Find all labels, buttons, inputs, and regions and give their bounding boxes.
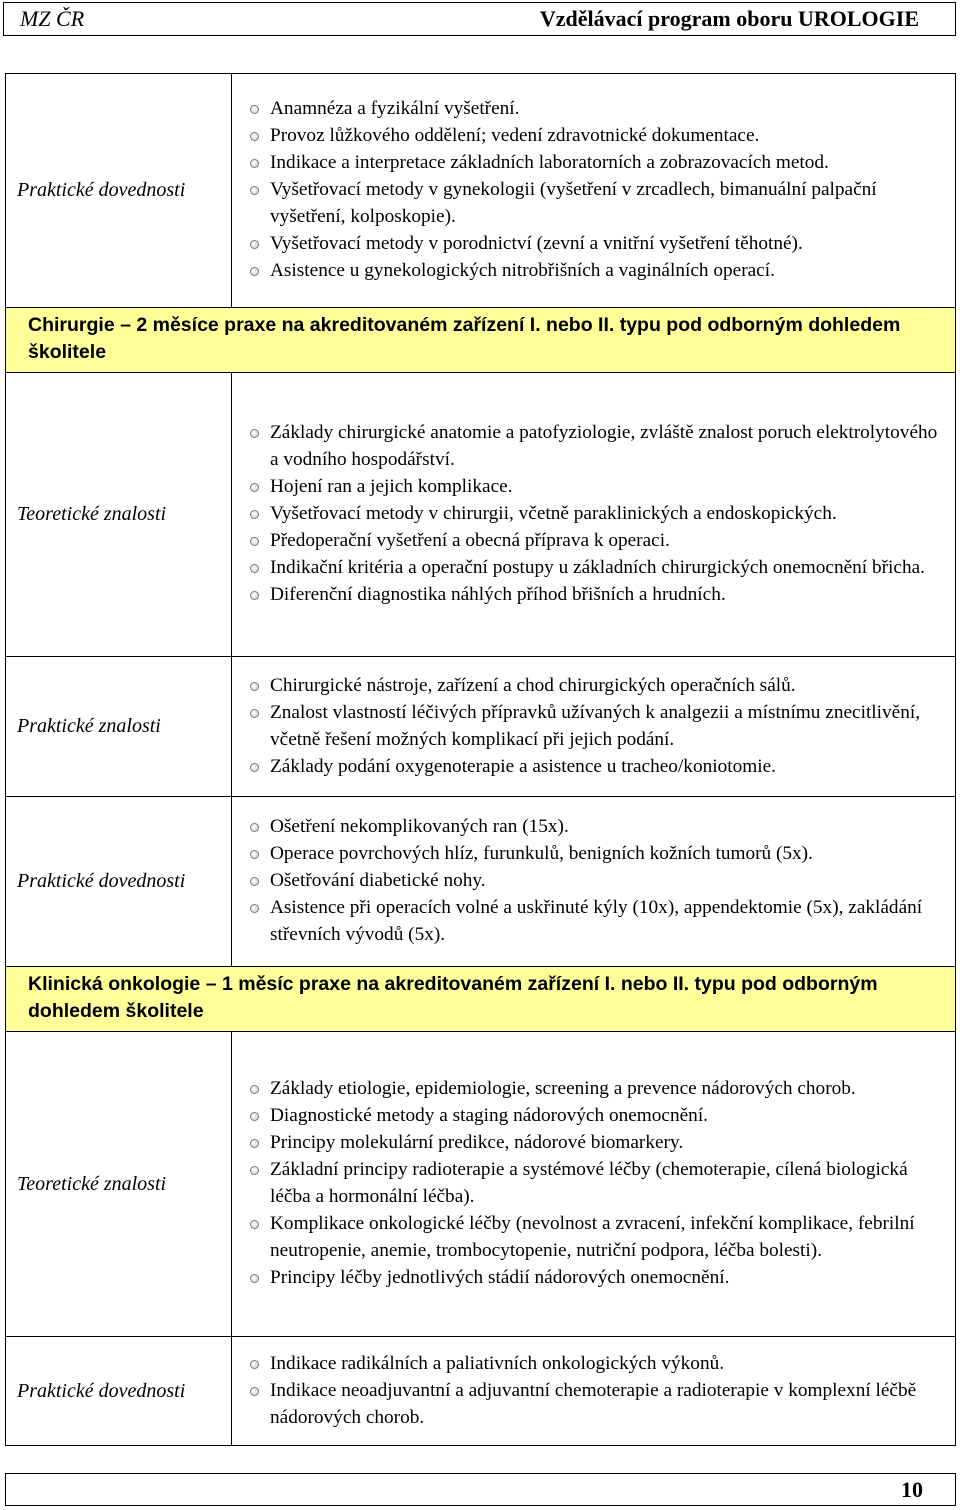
list-item: Indikační kritéria a operační postupy u základních chirurgických onemocnění břicha.: [245, 554, 947, 581]
list-item: Indikace neoadjuvantní a adjuvantní chemoterapie a radioterapie v komplexní léčbě nádorových chorob.: [245, 1377, 947, 1431]
row-content: [232, 1337, 956, 1446]
row-label: Praktické dovednosti: [6, 74, 232, 308]
row-label: Teoretické znalosti: [6, 373, 232, 657]
page-number: 10: [901, 1476, 923, 1502]
row-label: Praktické dovednosti: [6, 1337, 232, 1446]
table-row: [6, 373, 956, 657]
list-item: Indikace radikálních a paliativních onkologických výkonů.: [245, 1350, 947, 1377]
list-item: Principy léčby jednotlivých stádií nádorových onemocnění.: [245, 1264, 947, 1291]
table-row: [6, 1032, 956, 1337]
list-item: Ošetření nekomplikovaných ran (15x).: [245, 813, 947, 840]
table-row: [6, 657, 956, 797]
list-item: Asistence při operacích volné a uskřinuté kýly (10x), appendektomie (5x), zakládání střevních vývodů (5x).: [245, 894, 947, 948]
section-row: [6, 967, 956, 1032]
section-row: [6, 308, 956, 373]
curriculum-table: [5, 73, 956, 1446]
list-item: Ošetřování diabetické nohy.: [245, 867, 947, 894]
list-item: Předoperační vyšetření a obecná příprava k operaci.: [245, 527, 947, 554]
item-list: [245, 672, 947, 780]
table-row: [6, 74, 956, 308]
item-list: [245, 95, 947, 284]
header-program-title: Vzdělávací program oboru UROLOGIE: [539, 6, 919, 31]
item-list: [245, 419, 947, 608]
row-label: Teoretické znalosti: [6, 1032, 232, 1337]
list-item: Asistence u gynekologických nitrobřišních a vaginálních operací.: [245, 257, 947, 284]
list-item: Vyšetřovací metody v gynekologii (vyšetření v zrcadlech, bimanuální palpační vyšetření, kolposkopie).: [245, 176, 947, 230]
item-list: [245, 1350, 947, 1431]
header-ministry: MZ ČR: [20, 6, 85, 31]
list-item: Principy molekulární predikce, nádorové biomarkery.: [245, 1129, 947, 1156]
row-label: Praktické dovednosti: [6, 797, 232, 967]
list-item: Komplikace onkologické léčby (nevolnost a zvracení, infekční komplikace, febrilní neutropenie, anemie, trombocytopenie, nutriční podpora, léčba bolesti).: [245, 1210, 947, 1264]
list-item: Znalost vlastností léčivých přípravků užívaných k analgezii a místnímu znecitlivění, včetně řešení možných komplikací při jejich podání.: [245, 699, 947, 753]
list-item: Chirurgické nástroje, zařízení a chod chirurgických operačních sálů.: [245, 672, 947, 699]
list-item: Provoz lůžkového oddělení; vedení zdravotnické dokumentace.: [245, 122, 947, 149]
item-list: [245, 813, 947, 948]
list-item: Hojení ran a jejich komplikace.: [245, 473, 947, 500]
list-item: Základní principy radioterapie a systémové léčby (chemoterapie, cílená biologická léčba a hormonální léčba).: [245, 1156, 947, 1210]
list-item: Vyšetřovací metody v chirurgii, včetně paraklinických a endoskopických.: [245, 500, 947, 527]
row-content: [232, 1032, 956, 1337]
section-header-chirurgie: Chirurgie – 2 měsíce praxe na akreditovaném zařízení I. nebo II. typu pod odborným dohledem školitele: [6, 308, 956, 373]
list-item: Indikace a interpretace základních laboratorních a zobrazovacích metod.: [245, 149, 947, 176]
page-header: [3, 2, 956, 36]
row-content: [232, 74, 956, 308]
list-item: Anamnéza a fyzikální vyšetření.: [245, 95, 947, 122]
row-content: [232, 373, 956, 657]
list-item: Základy etiologie, epidemiologie, screening a prevence nádorových chorob.: [245, 1075, 947, 1102]
list-item: Základy chirurgické anatomie a patofyziologie, zvláště znalost poruch elektrolytového a vodního hospodářství.: [245, 419, 947, 473]
list-item: Vyšetřovací metody v porodnictví (zevní a vnitřní vyšetření těhotné).: [245, 230, 947, 257]
list-item: Diagnostické metody a staging nádorových onemocnění.: [245, 1102, 947, 1129]
list-item: Operace povrchových hlíz, furunkulů, benigních kožních tumorů (5x).: [245, 840, 947, 867]
list-item: Diferenční diagnostika náhlých příhod břišních a hrudních.: [245, 581, 947, 608]
item-list: [245, 1075, 947, 1291]
table-row: [6, 1337, 956, 1446]
table-row: [6, 797, 956, 967]
row-content: [232, 797, 956, 967]
row-content: [232, 657, 956, 797]
section-header-onkologie: Klinická onkologie – 1 měsíc praxe na akreditovaném zařízení I. nebo II. typu pod odborným dohledem školitele: [6, 967, 956, 1032]
page-footer: [5, 1473, 956, 1506]
list-item: Základy podání oxygenoterapie a asistence u tracheo/koniotomie.: [245, 753, 947, 780]
row-label: Praktické znalosti: [6, 657, 232, 797]
